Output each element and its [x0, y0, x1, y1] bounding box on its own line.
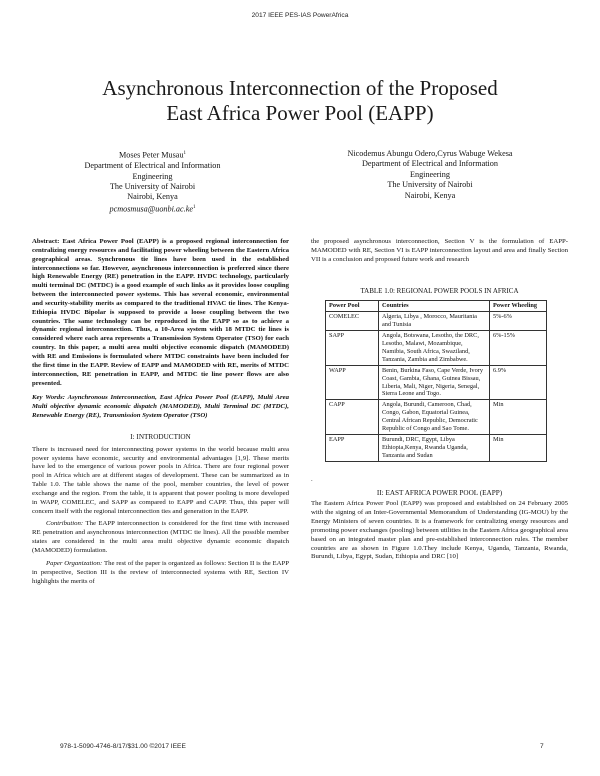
table-cell-wheeling: Min [490, 434, 547, 461]
author-right [305, 149, 555, 201]
footer-copyright: 978-1-5090-4746-8/17/$31.00 ©2017 IEEE [60, 743, 186, 750]
table-cell-countries: Angola, Botswana, Lesotho, the DRC, Lesotho, Malawi, Mozambique, Namibia, South Africa, Swaziland, Tanzania, Zambia and Zimbabwe. [379, 331, 490, 366]
title-line-2: East Africa Power Pool (EAPP) [166, 101, 434, 125]
page-number: 7 [540, 743, 544, 750]
conference-header: 2017 IEEE PES-IAS PowerAfrica [251, 12, 349, 19]
table-cell-pool: WAPP [326, 365, 379, 400]
author-left-dept-1: Department of Electrical and Information [84, 161, 221, 171]
author-right-names: Nicodemus Abungu Odero,Cyrus Wabuge Wekesa [347, 149, 513, 158]
eapp-paragraph: The Eastern Africa Power Pool (EAPP) was proposed and established on 24 February 2005 with the signing of an Inter-Governmental Memorandum of Understanding (IG-MOU) by the Energy Ministers of seven countries. It is a framework for centralizing energy resources and promoting power exchanges (pooling) between utilities in the Eastern Africa geographical area based on an integrated master plan and pre-established interconnection rules. The member countries are as shown in Figure 1.0.They include Kenya, Uganda, Tanzania, Rwanda, Burundi, Libya, Egypt, Sudan, Ethiopia and DRC [10] [311, 500, 568, 561]
left-column [32, 238, 289, 586]
table-cell-countries: Angola, Burundi, Cameroon, Chad, Congo, Gabon, Equatorial Guinea, Central African Republic, Democratic Republic of Congo and Sao Tome. [379, 400, 490, 435]
intro-paragraph: There is increased need for interconnecting power systems in the world because multi area power systems have economic, security and environmental advantages [1,9]. These merits have led to the emergence of various power pools in Africa. There are four regional power pool in Africa which are at different stages of development. These can be summarized as in Table 1.0. The table shows the name of the pool, member countries, the level of power exchange and the region. From the table, it is apparent that power pooling is more developed in WAPP, COMELEC, and SAPP as compared to EAPP and CAPP. Thus, this paper will concern itself with the regional interconnection ties and generation in the EAPP. [32, 445, 289, 515]
table-cell-countries: Benin, Burkina Faso, Cape Verde, Ivory Coast, Gambia, Ghana, Guinea Bissau, Liberia, Mali, Niger, Nigeria, Senegal, Sierra Leone and Togo. [379, 365, 490, 400]
table-row [326, 331, 547, 366]
paper-title [40, 76, 560, 126]
table-header: Power Wheeling [490, 301, 547, 312]
contribution-paragraph: Contribution: The EAPP interconnection is considered for the first time with increased RE penetration and asynchronous interconnection (MTDC tie lines). All the possible member states are considered in the multi area multi objective dynamic economic dispatch (MAMODED) formulation. [32, 520, 289, 554]
stray-period: . [311, 475, 313, 483]
table-cell-wheeling: Min [490, 400, 547, 435]
right-column [311, 238, 568, 562]
table-cell-countries: Burundi, DRC, Egypt, Libya Ethiopia,Kenya, Rwanda Uganda, Tanzania and Sudan [379, 434, 490, 461]
author-left-name: Moses Peter Musau$^1$ [118, 150, 187, 160]
organization-paragraph: Paper Organization: The rest of the paper is organized as follows: Section II is the EAPP in perspective, Section III is the review of interconnected systems with RE, Section IV highlights the merits of [32, 559, 290, 585]
author-right-dept-2: Engineering [409, 169, 450, 179]
table-cell-pool: CAPP [326, 400, 379, 435]
author-right-dept-1: Department of Electrical and Information [362, 159, 498, 169]
title-line-1: Asynchronous Interconnection of the Proposed [102, 76, 498, 100]
author-right-city: Nairobi, Kenya [404, 190, 456, 200]
table-header-row [326, 301, 547, 312]
table-cell-wheeling: 6.9% [490, 365, 547, 400]
table-cell-wheeling: 6%-15% [490, 331, 547, 366]
abstract: Abstract: East Africa Power Pool (EAPP) is a proposed regional interconnection for centralizing energy resources and facilitating power wheeling between the Eastern Africa geographical areas. Synchronous tie lines have been used in the established interconnections so far. However, asynchronous interconnection is preferred since there high Renewable Energy (RE) penetration in the EAPP. HVDC technology, particularly multi terminal DC (MTDC) is a good example of such links as it provides loose coupling between the interconnected power systems. This has several economic, environmental and security-stability merits as compared to the traditional HVAC tie lines. The Kenya-Ethiopia HVDC Bipolar is supposed to provide a loose coupling between the two countries. The same technology can be reproduced in the EAPP so as to achieve a dynamic regional interconnection. Thus, a 10-Area system with 18 MTDC tie lines is considered where each area represents a Transmission System Operator (TSO) for each country. In this paper, a multi area multi objective economic dispatch (MAMODED) with RE and Emissions is formulated where MTDC constraints have been included for the first time in the EAPP. Review of EAPP and MAMODED with RE, merits of MTDC interconnection, RE penetration in EAPP, and MTDC tie line power flows are also presented. [32, 238, 289, 387]
author-right-university: The University of Nairobi [387, 180, 473, 190]
author-left-university: The University of Nairobi [109, 181, 196, 191]
table-cell-pool: SAPP [326, 331, 379, 366]
author-left-email[interactable]: $pcmosmusa@uonbi.ac.ke^1$ [109, 204, 196, 214]
table-cell-pool: COMELEC [326, 312, 379, 331]
table-cell-countries: Algeria, Libya , Morocco, Mauritania and Tunisia [379, 312, 490, 331]
keywords: Key Words: Asynchronous Interconnection, East Africa Power Pool (EAPP), Multi Area Multi objective dynamic economic dispatch (MAMODED), Multi Terminal DC (MTDC), Renewable Energy (RE), Transmission System Operator (TSO) [32, 394, 289, 420]
author-left-city: Nairobi, Kenya [127, 192, 178, 202]
power-pools-table [325, 300, 547, 461]
author-left [40, 149, 265, 215]
table-row [326, 434, 547, 461]
table-cell-wheeling: 5%-6% [490, 312, 547, 331]
table-row [326, 400, 547, 435]
table-row [326, 365, 547, 400]
table-caption: TABLE 1.0: REGIONAL POWER POOLS IN AFRICA [360, 286, 519, 295]
author-left-dept-2: Engineering [132, 171, 173, 181]
section-heading-introduction: I: INTRODUCTION [130, 432, 191, 441]
section-heading-eapp: II: EAST AFRICA POWER POOL (EAPP) [376, 488, 503, 497]
table-row [326, 312, 547, 331]
table-header: Countries [379, 301, 490, 312]
table-cell-pool: EAPP [326, 434, 379, 461]
continued-paragraph: the proposed asynchronous interconnection, Section V is the formulation of EAPP-MAMODED with RE, Section VI is EAPP interconnection layout and area and finally Section VII is a conclusion and proposed future work and research [311, 238, 568, 263]
table-header: Power Pool [326, 301, 379, 312]
